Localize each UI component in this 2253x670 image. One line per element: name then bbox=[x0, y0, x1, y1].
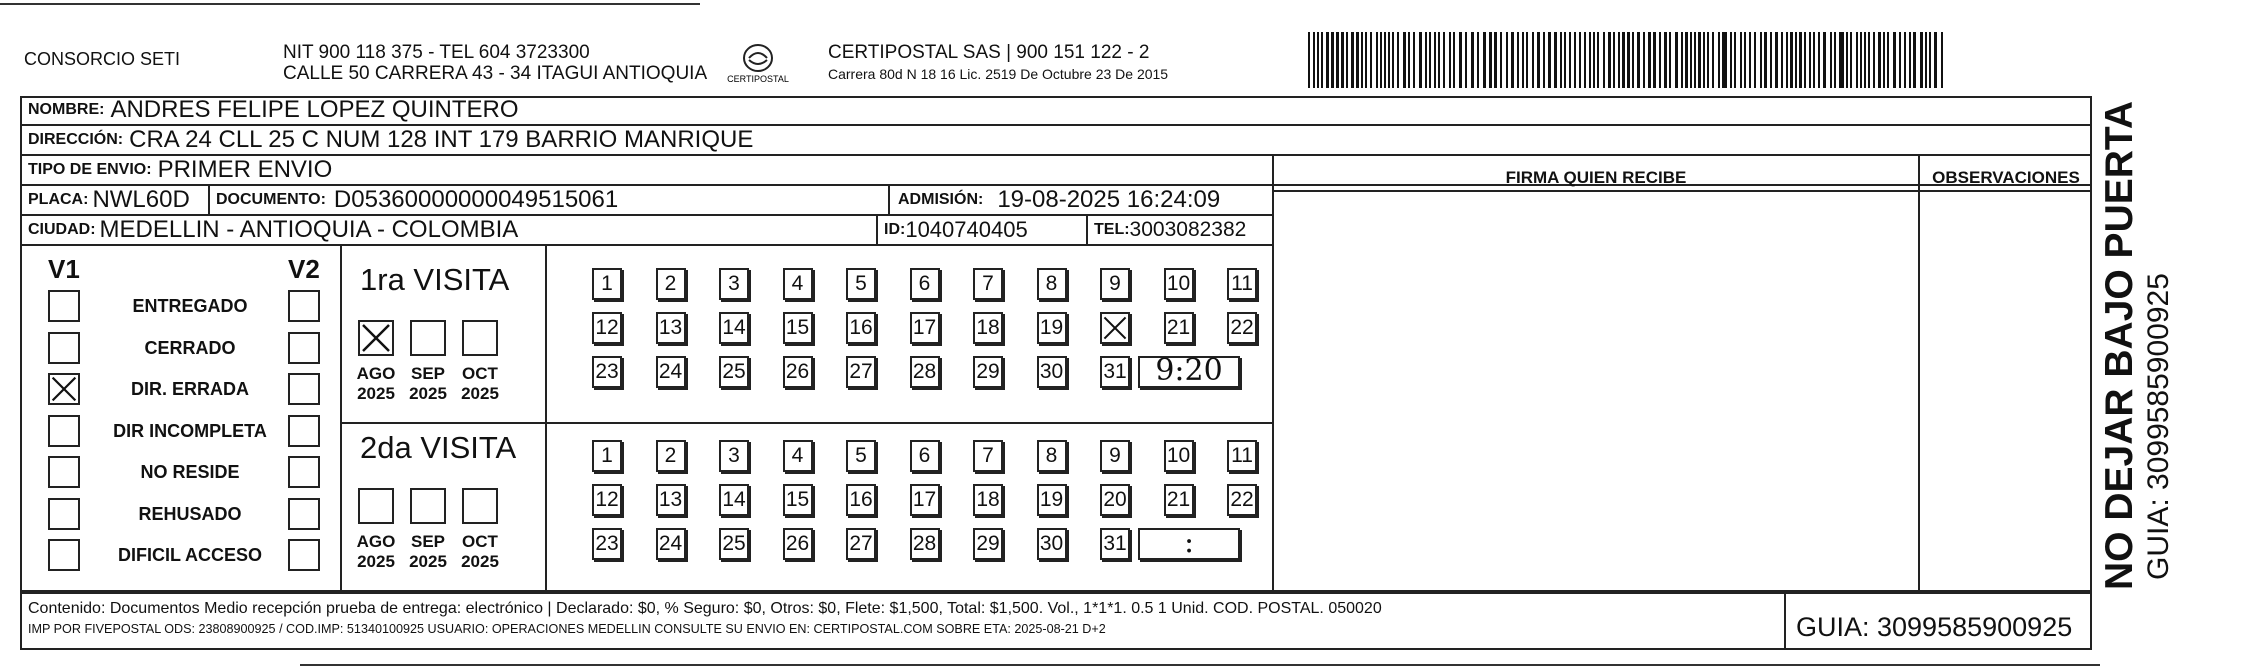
day-box[interactable]: 10 bbox=[1164, 268, 1194, 300]
status-v1-checkbox[interactable] bbox=[48, 290, 80, 322]
month-checkbox[interactable] bbox=[462, 320, 498, 356]
day-box[interactable]: 25 bbox=[719, 528, 749, 560]
day-box[interactable]: 24 bbox=[656, 356, 686, 388]
signature-area[interactable] bbox=[1274, 192, 1918, 592]
status-option-label: DIR INCOMPLETA bbox=[113, 420, 267, 441]
direccion-label: DIRECCIÓN: bbox=[28, 131, 124, 148]
visits-divider bbox=[545, 246, 547, 592]
month-label bbox=[454, 532, 506, 572]
status-v1-checkbox[interactable] bbox=[48, 539, 80, 571]
month-checkbox[interactable] bbox=[410, 488, 446, 524]
top-rule bbox=[0, 3, 700, 5]
x-mark-icon bbox=[360, 322, 392, 354]
day-box[interactable]: 3 bbox=[719, 268, 749, 300]
day-box[interactable]: 29 bbox=[973, 356, 1003, 388]
status-divider bbox=[340, 246, 342, 592]
status-v2-checkbox[interactable] bbox=[288, 332, 320, 364]
lower-top-line bbox=[20, 244, 1274, 246]
day-box[interactable]: 10 bbox=[1164, 440, 1194, 472]
day-box[interactable]: 4 bbox=[783, 440, 813, 472]
logo-text: CERTIPOSTAL bbox=[727, 74, 789, 84]
status-v2-checkbox[interactable] bbox=[288, 456, 320, 488]
visit-split-line bbox=[340, 422, 1274, 424]
documento-value: D05360000000049515061 bbox=[333, 186, 619, 213]
status-v2-checkbox[interactable] bbox=[288, 498, 320, 530]
tel-label: TEL: bbox=[1094, 221, 1130, 238]
company-name: CONSORCIO SETI bbox=[24, 49, 181, 69]
day-box[interactable]: 11 bbox=[1227, 268, 1257, 300]
day-box[interactable]: 2 bbox=[656, 440, 686, 472]
day-box[interactable]: 22 bbox=[1227, 484, 1257, 516]
direccion-value: CRA 24 CLL 25 C NUM 128 INT 179 BARRIO MANRIQUE bbox=[129, 126, 754, 153]
status-option-label: REHUSADO bbox=[138, 503, 242, 524]
footer-guia-divider bbox=[1784, 592, 1786, 650]
day-box[interactable]: 5 bbox=[846, 268, 876, 300]
status-option-label: NO RESIDE bbox=[140, 462, 240, 482]
company-address: CALLE 50 CARRERA 43 - 34 ITAGUI ANTIOQUIA bbox=[283, 63, 708, 84]
v2-label: V2 bbox=[288, 254, 320, 284]
day-box[interactable]: 14 bbox=[719, 484, 749, 516]
month-label bbox=[350, 364, 402, 404]
day-box[interactable]: 11 bbox=[1227, 440, 1257, 472]
visit2-title: 2da VISITA bbox=[360, 430, 517, 465]
day-box[interactable]: 19 bbox=[1037, 484, 1067, 516]
day-box[interactable]: 19 bbox=[1037, 312, 1067, 344]
day-box[interactable]: 28 bbox=[910, 356, 940, 388]
day-box[interactable]: 13 bbox=[656, 312, 686, 344]
tel-value: 3003082382 bbox=[1129, 218, 1247, 241]
visit1-title: 1ra VISITA bbox=[360, 262, 510, 297]
status-v2-checkbox[interactable] bbox=[288, 290, 320, 322]
day-box[interactable]: 28 bbox=[910, 528, 940, 560]
day-box[interactable]: 12 bbox=[592, 484, 622, 516]
day-box[interactable]: 16 bbox=[846, 312, 876, 344]
month-year: 2025 bbox=[357, 552, 395, 571]
status-v2-checkbox[interactable] bbox=[288, 373, 320, 405]
day-box[interactable]: 9 bbox=[1100, 268, 1130, 300]
day-box[interactable]: 31 bbox=[1100, 356, 1130, 388]
x-mark-icon bbox=[1102, 314, 1128, 342]
month-checkbox[interactable] bbox=[410, 320, 446, 356]
footer-imp: IMP POR FIVEPOSTAL ODS: 23808900925 / COD.IMP: 51340100925 USUARIO: OPERACIONES MEDELLIN CONSULTE SU ENVIO EN: CERTIPOSTAL.COM SOBRE ETA: 2025-08-21 D+2 bbox=[28, 622, 1106, 636]
month-year: 2025 bbox=[461, 552, 499, 571]
day-box[interactable]: 7 bbox=[973, 268, 1003, 300]
month-name: OCT bbox=[462, 364, 498, 383]
ciudad-value: MEDELLIN - ANTIOQUIA - COLOMBIA bbox=[99, 216, 519, 243]
day-box[interactable]: 25 bbox=[719, 356, 749, 388]
nombre-row bbox=[22, 96, 2092, 126]
day-box[interactable]: 31 bbox=[1100, 528, 1130, 560]
day-box[interactable]: 26 bbox=[783, 528, 813, 560]
status-option-label: ENTREGADO bbox=[132, 296, 248, 316]
ciudad-label: CIUDAD: bbox=[28, 221, 96, 238]
month-name: SEP bbox=[410, 364, 446, 383]
month-checkbox[interactable] bbox=[462, 488, 498, 524]
placa-value: NWL60D bbox=[92, 186, 190, 213]
observaciones-area[interactable] bbox=[1920, 192, 2092, 592]
id-value: 1040740405 bbox=[905, 217, 1028, 242]
tipo-label: TIPO DE ENVIO: bbox=[28, 161, 152, 178]
bottom-rule bbox=[300, 664, 2100, 666]
nombre-value: ANDRES FELIPE LOPEZ QUINTERO bbox=[110, 96, 519, 123]
day-box[interactable]: 8 bbox=[1037, 440, 1067, 472]
admision-label: ADMISIÓN: bbox=[898, 191, 984, 208]
day-box[interactable]: 1 bbox=[592, 268, 622, 300]
placa-row bbox=[22, 186, 1274, 216]
month-label bbox=[402, 532, 454, 572]
time-box[interactable]: : bbox=[1138, 528, 1240, 560]
admision-value: 19-08-2025 16:24:09 bbox=[997, 186, 1221, 213]
day-box[interactable]: 23 bbox=[592, 528, 622, 560]
side-note bbox=[2098, 100, 2238, 590]
x-mark-icon bbox=[50, 375, 78, 403]
documento-label: DOCUMENTO: bbox=[216, 191, 326, 208]
status-v1-checkbox[interactable] bbox=[48, 415, 80, 447]
month-year: 2025 bbox=[409, 384, 447, 403]
status-option-label: DIFICIL ACCESO bbox=[117, 545, 262, 565]
day-box[interactable]: 8 bbox=[1037, 268, 1067, 300]
month-label bbox=[402, 364, 454, 404]
day-box[interactable]: 14 bbox=[719, 312, 749, 344]
day-box[interactable]: 29 bbox=[973, 528, 1003, 560]
day-box[interactable]: 17 bbox=[910, 484, 940, 516]
day-box[interactable]: 12 bbox=[592, 312, 622, 344]
day-box[interactable]: 24 bbox=[656, 528, 686, 560]
day-box[interactable]: 3 bbox=[719, 440, 749, 472]
day-box[interactable]: 5 bbox=[846, 440, 876, 472]
day-box[interactable]: 18 bbox=[973, 484, 1003, 516]
day-box[interactable]: 1 bbox=[592, 440, 622, 472]
side-guia-text: GUIA: 3099585900925 bbox=[2142, 273, 2175, 580]
day-box[interactable]: 15 bbox=[783, 484, 813, 516]
month-name: SEP bbox=[410, 532, 446, 551]
status-v2-checkbox[interactable] bbox=[288, 539, 320, 571]
month-name: AGO bbox=[356, 532, 396, 551]
footer-guia: GUIA: 3099585900925 bbox=[1796, 612, 2073, 642]
day-box[interactable]: 30 bbox=[1037, 528, 1067, 560]
month-label bbox=[350, 532, 402, 572]
day-box[interactable]: 30 bbox=[1037, 356, 1067, 388]
day-box[interactable]: 23 bbox=[592, 356, 622, 388]
month-year: 2025 bbox=[409, 552, 447, 571]
day-box[interactable]: 21 bbox=[1164, 484, 1194, 516]
status-option-label: DIR. ERRADA bbox=[130, 379, 249, 399]
v1-label: V1 bbox=[48, 254, 80, 284]
ciudad-row bbox=[22, 216, 1274, 246]
firma-label: FIRMA QUIEN RECIBE bbox=[1505, 168, 1687, 187]
month-label bbox=[454, 364, 506, 404]
day-box[interactable]: 21 bbox=[1164, 312, 1194, 344]
certipostal-nit: CERTIPOSTAL SAS | 900 151 122 - 2 bbox=[828, 42, 1150, 63]
day-box[interactable]: 6 bbox=[910, 440, 940, 472]
day-box[interactable]: 27 bbox=[846, 356, 876, 388]
nit-tel: NIT 900 118 375 - TEL 604 3723300 bbox=[283, 42, 590, 63]
day-box[interactable]: 16 bbox=[846, 484, 876, 516]
day-box[interactable]: 9 bbox=[1100, 440, 1130, 472]
status-v1-checkbox[interactable] bbox=[48, 332, 80, 364]
month-year: 2025 bbox=[357, 384, 395, 403]
day-box[interactable]: 6 bbox=[910, 268, 940, 300]
no-dejar-text: NO DEJAR BAJO PUERTA bbox=[2098, 100, 2141, 590]
direccion-row bbox=[22, 126, 2092, 156]
day-box[interactable]: 2 bbox=[656, 268, 686, 300]
day-box[interactable]: 18 bbox=[973, 312, 1003, 344]
day-box[interactable] bbox=[1100, 312, 1130, 344]
id-label: ID: bbox=[884, 221, 906, 238]
certipostal-logo bbox=[725, 40, 791, 90]
status-v1-checkbox[interactable] bbox=[48, 498, 80, 530]
day-box[interactable]: 4 bbox=[783, 268, 813, 300]
license-text: Carrera 80d N 18 16 Lic. 2519 De Octubre 23 De 2015 bbox=[828, 66, 1169, 82]
month-checkbox[interactable] bbox=[358, 488, 394, 524]
day-box[interactable]: 26 bbox=[783, 356, 813, 388]
observaciones-label: OBSERVACIONES bbox=[1932, 168, 2080, 187]
month-name: OCT bbox=[462, 532, 498, 551]
day-box[interactable]: 15 bbox=[783, 312, 813, 344]
status-v1-checkbox[interactable] bbox=[48, 373, 80, 405]
day-box[interactable]: 20 bbox=[1100, 484, 1130, 516]
status-v2-checkbox[interactable] bbox=[288, 415, 320, 447]
month-name: AGO bbox=[356, 364, 396, 383]
day-box[interactable]: 7 bbox=[973, 440, 1003, 472]
month-year: 2025 bbox=[461, 384, 499, 403]
placa-label: PLACA: bbox=[28, 191, 89, 208]
tipo-value: PRIMER ENVIO bbox=[157, 156, 333, 183]
month-checkbox[interactable] bbox=[358, 320, 394, 356]
day-box[interactable]: 17 bbox=[910, 312, 940, 344]
barcode bbox=[1308, 32, 1944, 88]
status-v1-checkbox[interactable] bbox=[48, 456, 80, 488]
time-box[interactable]: 9:20 bbox=[1138, 356, 1240, 388]
day-box[interactable]: 22 bbox=[1227, 312, 1257, 344]
day-box[interactable]: 13 bbox=[656, 484, 686, 516]
status-option-label: CERRADO bbox=[144, 337, 236, 358]
nombre-label: NOMBRE: bbox=[28, 101, 105, 118]
day-box[interactable]: 27 bbox=[846, 528, 876, 560]
footer-contenido: Contenido: Documentos Medio recepción prueba de entrega: electrónico | Declarado: $0, % Seguro: $0, Otros: $0, Flete: $1,500, Total: $1,500. Vol., 1*1*1. 0.5 1 Unid. COD. POSTAL. 050020 bbox=[28, 600, 1382, 617]
